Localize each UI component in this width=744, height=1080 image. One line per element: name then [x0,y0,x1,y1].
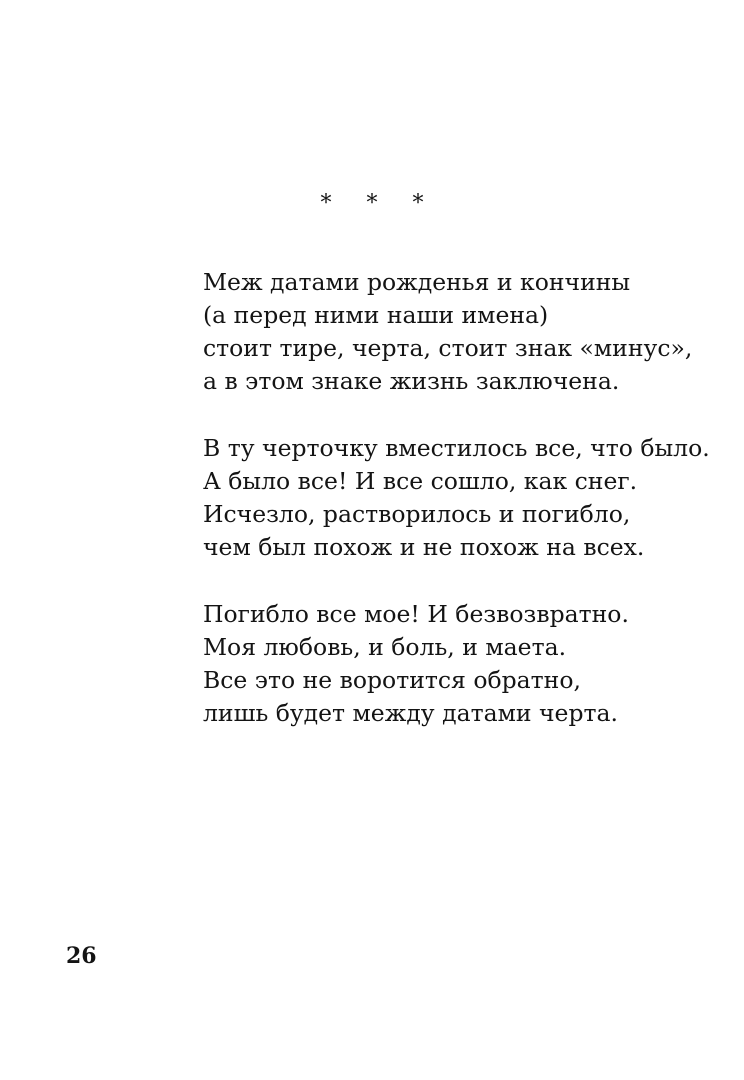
poem-line: (а перед ними наши имена) [203,301,549,329]
poem-line: а в этом знаке жизнь заключена. [203,367,620,395]
poem-line: стоит тире, черта, стоит знак «минус», [203,334,693,362]
poem-line: В ту черточку вместилось все, что было. [203,434,710,462]
poem-line: чем был похож и не похож на всех. [203,533,645,561]
stanza-2 [203,432,723,564]
poem-line: А было все! И все сошло, как снег. [203,467,638,495]
stanza-3 [203,598,723,730]
poem-line: Все это не воротится обратно, [203,666,581,694]
poem-line: Исчезло, растворилось и погибло, [203,500,631,528]
page-number: 26 [66,943,97,969]
stanza-1 [203,266,723,398]
poem-line: Погибло все мое! И безвозвратно. [203,600,629,628]
poem-line: Моя любовь, и боль, и маета. [203,633,567,661]
poem-line: Меж датами рожденья и кончины [203,268,631,296]
poem [203,266,723,764]
poem-line: лишь будет между датами черта. [203,699,618,727]
section-ornament: * * * [320,191,438,216]
